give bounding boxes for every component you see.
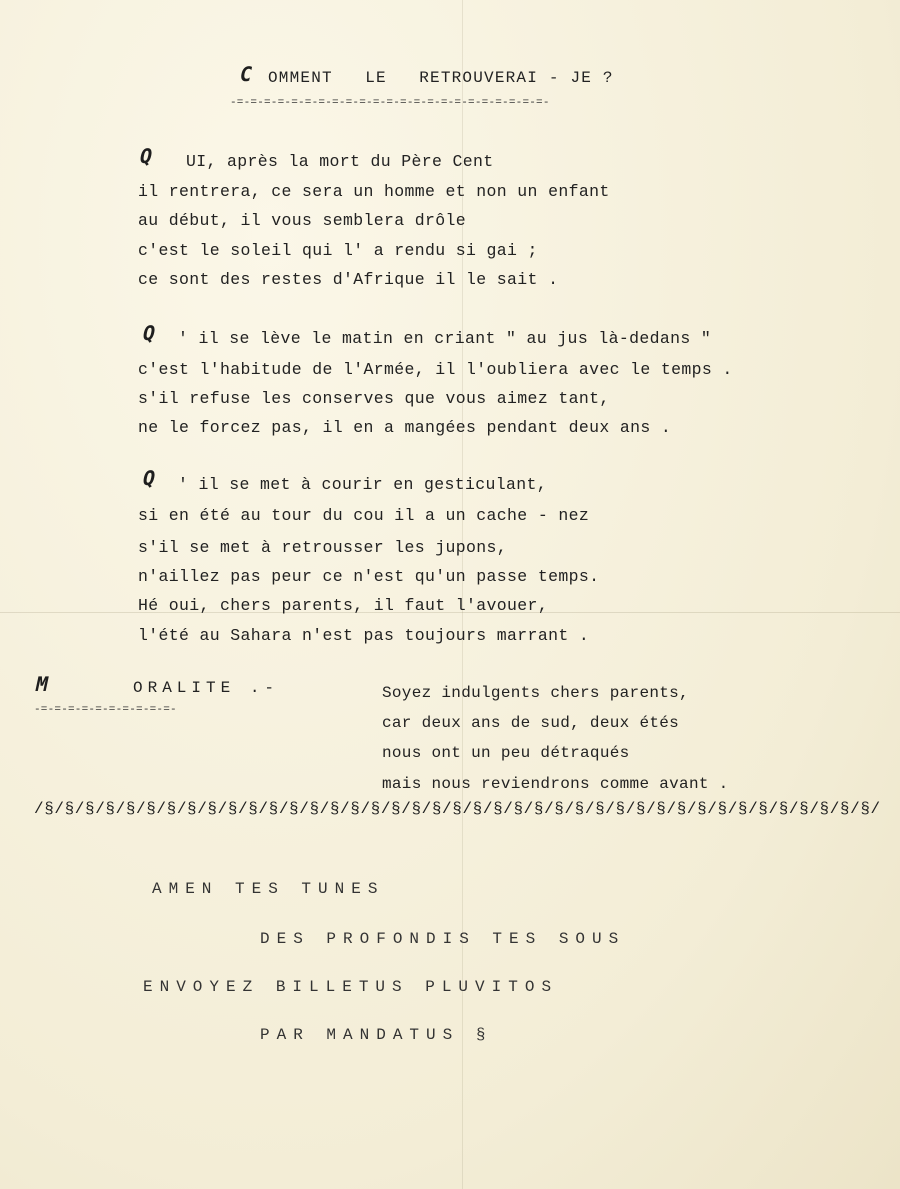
stanza2-line: c'est l'habitude de l'Armée, il l'oubliera avec le temps . <box>138 360 733 379</box>
stanza2-drop-letter: Q <box>140 321 158 345</box>
closing-line: ENVOYEZ BILLETUS PLUVITOS <box>143 978 559 996</box>
stanza1-line: ce sont des restes d'Afrique il le sait . <box>138 270 559 289</box>
closing-line: DES PROFONDIS TES SOUS <box>260 930 626 948</box>
moral-line: mais nous reviendrons comme avant . <box>382 775 729 793</box>
stanza3-drop-letter: Q <box>140 466 158 490</box>
moral-line: car deux ans de sud, deux étés <box>382 714 680 732</box>
moral-drop-letter: M <box>33 672 51 696</box>
stanza1-line: c'est le soleil qui l' a rendu si gai ; <box>138 241 538 260</box>
title-underline: -=-=-=-=-=-=-=-=-=-=-=-=-=-=-=-=-=-=-=-=-=-=-=- <box>230 97 550 109</box>
stanza3-line: n'aillez pas peur ce n'est qu'un passe temps. <box>138 567 600 586</box>
stanza1-line: il rentrera, ce sera un homme et non un enfant <box>138 182 610 201</box>
stanza3-line: ' il se met à courir en gesticulant, <box>178 475 548 494</box>
page-title: OMMENT LE RETROUVERAI - JE ? <box>268 69 614 87</box>
moral-underline: -=-=-=-=-=-=-=-=-=-=- <box>34 704 177 716</box>
stanza2-line: ' il se lève le matin en criant " au jus là-dedans " <box>178 329 712 348</box>
closing-line: AMEN TES TUNES <box>152 880 385 898</box>
stanza3-line: Hé oui, chers parents, il faut l'avouer, <box>138 596 549 615</box>
stanza3-line: s'il se met à retrousser les jupons, <box>138 538 508 557</box>
closing-line: PAR MANDATUS § <box>260 1026 493 1044</box>
stanza1-drop-letter: Q <box>137 144 155 168</box>
stanza2-line: s'il refuse les conserves que vous aimez tant, <box>138 389 610 408</box>
moral-line: nous ont un peu détraqués <box>382 744 630 762</box>
section-separator: /§/§/§/§/§/§/§/§/§/§/§/§/§/§/§/§/§/§/§/§/§/§/§/§/§/§/§/§/§/§/§/§/§/§/§/§/§/§/§/§/§/ <box>34 800 881 818</box>
stanza1-line: UI, après la mort du Père Cent <box>186 152 494 171</box>
stanza3-line: l'été au Sahara n'est pas toujours marrant . <box>138 626 590 645</box>
moral-label: ORALITE .- <box>133 679 280 697</box>
stanza1-line: au début, il vous semblera drôle <box>138 211 467 230</box>
stanza2-line: ne le forcez pas, il en a mangées pendant deux ans . <box>138 418 672 437</box>
moral-line: Soyez indulgents chers parents, <box>382 684 689 702</box>
title-drop-letter: C <box>237 62 255 86</box>
paper-fold <box>462 0 463 1189</box>
stanza3-line: si en été au tour du cou il a un cache - nez <box>138 506 590 525</box>
